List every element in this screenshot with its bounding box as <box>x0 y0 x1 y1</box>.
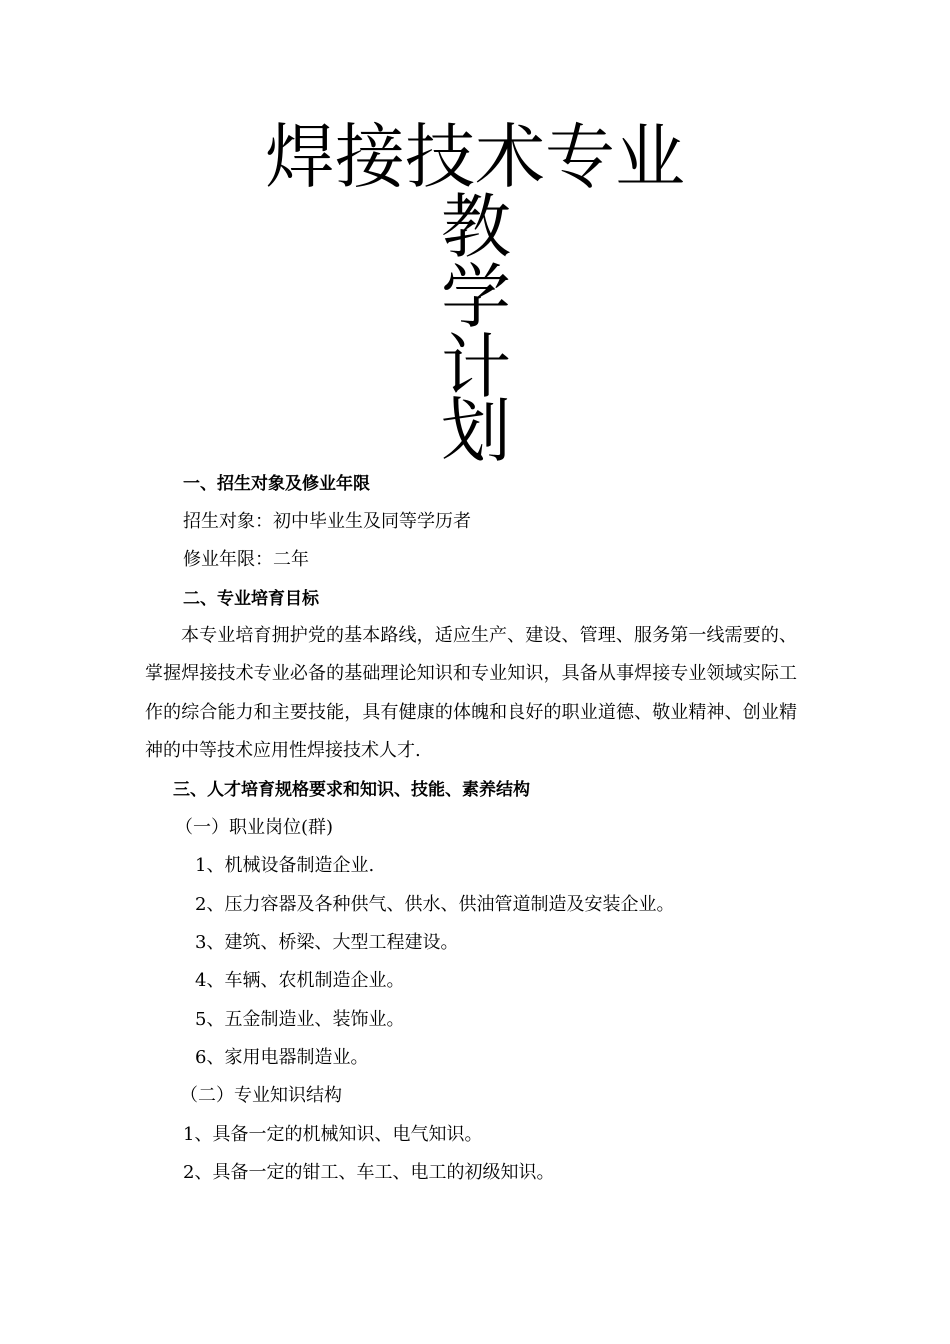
subheading-job-positions: （一）职业岗位(群) <box>175 817 334 838</box>
title-vertical-char: 计 <box>441 326 511 408</box>
study-duration: 修业年限：二年 <box>183 549 309 570</box>
title-vertical-char: 学 <box>441 256 511 338</box>
list-item-job: 5、五金制造业、装饰业。 <box>195 1009 405 1030</box>
section-heading-requirements: 三、人才培育规格要求和知识、技能、素养结构 <box>173 780 530 800</box>
section-heading-goals: 二、专业培育目标 <box>183 589 319 609</box>
title-vertical-char: 教 <box>441 186 511 268</box>
list-item-knowledge: 2、具备一定的钳工、车工、电工的初级知识。 <box>183 1162 555 1183</box>
section-heading-enrollment: 一、招生对象及修业年限 <box>183 474 370 494</box>
subheading-knowledge-structure: （二）专业知识结构 <box>180 1085 342 1106</box>
document-title: 焊接技术专业 <box>265 116 685 198</box>
enrollment-target: 招生对象：初中毕业生及同等学历者 <box>183 511 471 532</box>
list-item-job: 1、机械设备制造企业. <box>195 855 375 876</box>
list-item-job: 6、家用电器制造业。 <box>195 1047 369 1068</box>
list-item-job: 4、车辆、农机制造企业。 <box>195 970 405 991</box>
list-item-job: 3、建筑、桥梁、大型工程建设。 <box>195 932 459 953</box>
list-item-knowledge: 1、具备一定的机械知识、电气知识。 <box>183 1124 483 1145</box>
list-item-job: 2、压力容器及各种供气、供水、供油管道制造及安装企业。 <box>195 894 675 915</box>
goals-paragraph: 本专业培育拥护党的基本路线，适应生产、建设、管理、服务第一线需要的、掌握焊接技术专业必备的基础理论知识和专业知识，具备从事焊接专业领域实际工作的综合能力和主要技能，具有健康的体魄和良好的职业道德、敬业精神、创业精神的中等技术应用性焊接技术人才. <box>145 625 797 761</box>
title-vertical-char: 划 <box>441 390 511 472</box>
